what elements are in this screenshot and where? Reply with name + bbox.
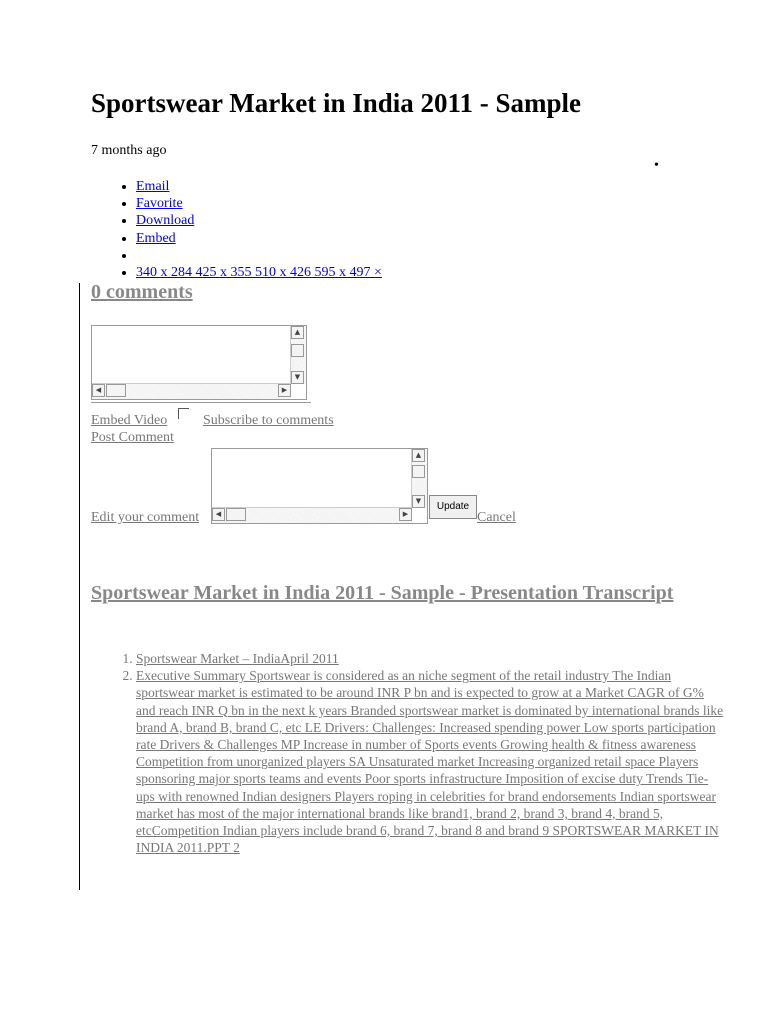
favorite-link[interactable]: Favorite bbox=[136, 196, 183, 212]
embed-link[interactable]: Embed bbox=[136, 230, 176, 246]
email-link[interactable]: Email bbox=[136, 179, 170, 194]
posted-timestamp: 7 months ago bbox=[91, 143, 167, 158]
edit-textarea-vscroll[interactable] bbox=[411, 449, 427, 508]
scroll-down-icon[interactable]: ▼ bbox=[412, 495, 425, 508]
embed-sizes-link[interactable]: 340 x 284 425 x 355 510 x 426 595 x 497 × bbox=[136, 265, 382, 281]
transcript-slide-item bbox=[136, 650, 726, 667]
embed-video-link[interactable]: Embed Video bbox=[91, 413, 168, 428]
scroll-thumb[interactable] bbox=[412, 465, 425, 478]
edit-comment-textarea[interactable] bbox=[211, 448, 428, 524]
hscroll-thumb[interactable] bbox=[106, 384, 126, 397]
action-item-embed-sizes bbox=[136, 264, 382, 281]
action-item-empty bbox=[136, 247, 382, 264]
scroll-right-icon[interactable]: ▶ bbox=[399, 508, 412, 521]
subscribe-checkbox[interactable] bbox=[178, 408, 189, 419]
transcript-slide-list bbox=[91, 650, 726, 856]
scroll-right-icon[interactable]: ▶ bbox=[278, 384, 291, 397]
scroll-up-icon[interactable]: ▲ bbox=[291, 326, 304, 339]
hscroll-thumb[interactable] bbox=[226, 508, 246, 521]
comment-textarea-vscroll[interactable] bbox=[290, 326, 306, 384]
edit-comment-label: Edit your comment bbox=[91, 510, 200, 525]
cancel-link[interactable]: Cancel bbox=[477, 510, 516, 525]
comment-textarea-hscroll[interactable] bbox=[92, 383, 291, 399]
download-link[interactable]: Download bbox=[136, 213, 195, 229]
comments-heading[interactable]: 0 comments bbox=[91, 281, 193, 303]
textarea-underline bbox=[91, 402, 311, 403]
edit-textarea-hscroll[interactable] bbox=[212, 507, 412, 523]
post-comment-link[interactable]: Post Comment bbox=[91, 430, 174, 445]
slide-2-link[interactable]: Executive Summary Sportswear is considered as an niche segment of the retail industry The Indian sportswear market is estimated to be around INR P bn and is expected to grow at a Market CAGR of G% and reach INR Q bn in the next k years Branded sportswear market is dominated by international brands like brand A, brand B, brand C, etc LE Drivers: Challenges: Increased spending power Low sports participation rate Drivers & Challenges MP Increase in number of Sports events Growing health & fitness awareness Competition from unorganized players SA Unsaturated market Increasing organized retail space Players sponsoring major sports teams and events Poor sports infrastructure Imposition of excise duty Trends Tie-ups with renowned Indian designers Players roping in celebrities for brand endorsements Indian sportswear market has most of the major international brands like brand1, brand 2, brand 3, brand 4, brand 5, etcCompetition Indian players include brand 6, brand 7, brand 8 and brand 9 SPORTSWEAR MARKET IN INDIA 2011.PPT 2 bbox=[136, 668, 724, 856]
subscribe-comments-link[interactable]: Subscribe to comments bbox=[203, 413, 334, 428]
scroll-left-icon[interactable]: ◀ bbox=[92, 384, 105, 397]
action-item-email bbox=[136, 178, 382, 195]
comment-textarea[interactable] bbox=[91, 325, 307, 400]
scroll-thumb[interactable] bbox=[291, 344, 304, 357]
scroll-up-icon[interactable]: ▲ bbox=[412, 449, 425, 462]
scroll-down-icon[interactable]: ▼ bbox=[291, 371, 304, 384]
update-button[interactable]: Update bbox=[429, 495, 477, 519]
action-item-download bbox=[136, 212, 382, 229]
action-list bbox=[91, 178, 382, 281]
stray-bullet: • bbox=[654, 158, 659, 173]
scroll-left-icon[interactable]: ◀ bbox=[212, 508, 225, 521]
page-title: Sportswear Market in India 2011 - Sample bbox=[91, 88, 582, 118]
action-item-favorite bbox=[136, 195, 382, 212]
transcript-heading[interactable] bbox=[91, 580, 691, 606]
action-item-embed bbox=[136, 230, 382, 247]
vertical-divider bbox=[79, 283, 80, 890]
transcript-heading-text[interactable]: Sportswear Market in India 2011 - Sample - Presentation Transcript bbox=[91, 582, 674, 604]
slide-1-link[interactable]: Sportswear Market – IndiaApril 2011 bbox=[136, 651, 339, 666]
transcript-slide-item bbox=[136, 667, 726, 856]
